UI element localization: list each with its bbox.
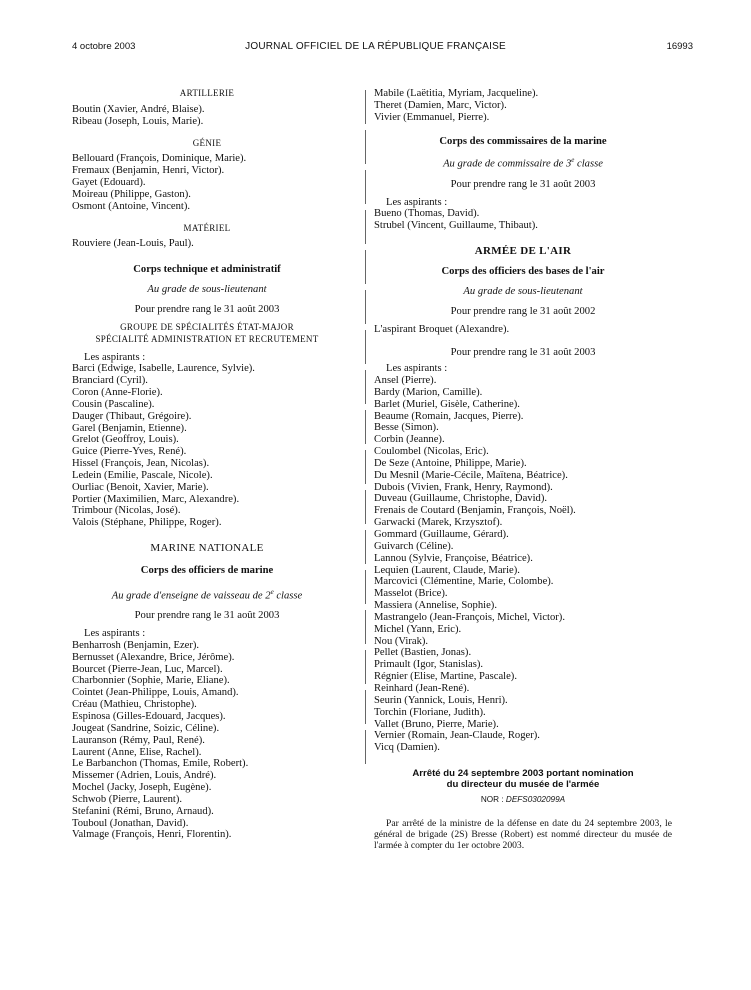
header-date: 4 octobre 2003 (72, 41, 136, 52)
name-entry: Rouviere (Jean-Louis, Paul). (72, 238, 194, 250)
name-entry: Valmage (François, Henri, Florentin). (72, 829, 232, 841)
name-entry: Garel (Benjamin, Etienne). (72, 422, 187, 434)
rang-date-commissaires: Pour prendre rang le 31 août 2003 (450, 178, 596, 190)
name-entry: Ansel (Pierre). (374, 375, 437, 387)
marine-list (72, 640, 342, 841)
rang-date-marine: Pour prendre rang le 31 août 2003 (134, 610, 280, 622)
section-heading-materiel: MATÉRIEL (183, 222, 231, 233)
name-entry: Pellet (Bastien, Jonas). (374, 647, 472, 659)
aspirants-label-air: Les aspirants : (386, 363, 448, 375)
name-entry: Bardy (Marion, Camille). (374, 386, 483, 398)
grade-enseigne: Au grade d'enseigne de vaisseau de 2e classe (111, 587, 303, 602)
name-entry: Charbonnier (Sophie, Marie, Eliane). (72, 675, 230, 687)
name-entry: Massiera (Annelise, Sophie). (374, 600, 497, 612)
name-entry: Masselot (Brice). (374, 588, 448, 600)
name-entry: Ourliac (Benoit, Xavier, Marie). (72, 481, 209, 493)
name-entry: Michel (Yann, Eric). (374, 623, 462, 635)
name-entry: Lauranson (Rémy, Paul, René). (72, 734, 205, 746)
specialite-heading: SPÉCIALITÉ ADMINISTRATION ET RECRUTEMENT (95, 333, 319, 344)
name-entry: Bellouard (François, Dominique, Marie). (72, 153, 247, 165)
rang-date: Pour prendre rang le 31 août 2003 (134, 303, 280, 315)
name-entry: Dubois (Vivien, Frank, Henry, Raymond). (374, 481, 553, 493)
name-entry: Beaume (Romain, Jacques, Pierre). (374, 410, 524, 422)
name-entry: Barlet (Muriel, Gisèle, Catherine). (374, 398, 520, 410)
name-entry: Du Mesnil (Marie-Cécile, Maïtena, Béatrice). (374, 469, 568, 481)
name-entry: Mastrangelo (Jean-François, Michel, Victor). (374, 611, 565, 623)
air-list (374, 375, 672, 754)
artillerie-list (72, 104, 342, 128)
name-entry: Ribeau (Joseph, Louis, Marie). (72, 115, 204, 127)
name-entry: Bernusset (Alexandre, Brice, Jérôme). (72, 651, 235, 663)
corps-bases-air-heading: Corps des officiers des bases de l'air (441, 265, 605, 277)
name-entry: Valois (Stéphane, Philippe, Roger). (72, 517, 222, 529)
nor-label: NOR : (480, 795, 504, 805)
name-entry: Portier (Maximilien, Marc, Alexandre). (72, 493, 240, 505)
name-entry: Cointet (Jean-Philippe, Louis, Amand). (72, 687, 239, 699)
name-entry: Mabile (Laëtitia, Myriam, Jacqueline). (374, 88, 539, 99)
name-entry: Gommard (Guillaume, Gérard). (374, 529, 509, 540)
name-entry: Hissel (François, Jean, Nicolas). (72, 458, 210, 470)
name-entry: Bueno (Thomas, David). (374, 208, 480, 220)
materiel-list (72, 238, 342, 250)
section-heading-artillerie: ARTILLERIE (179, 88, 235, 98)
page-number: 16993 (666, 41, 693, 52)
corps-technique-heading: Corps technique et administratif (133, 264, 281, 276)
name-entry: Primault (Igor, Stanislas). (374, 659, 484, 671)
name-entry: Stefanini (Rémi, Bruno, Arnaud). (72, 805, 214, 817)
name-entry: Laurent (Anne, Elise, Rachel). (72, 746, 202, 758)
name-entry: Guice (Pierre-Yves, René). (72, 446, 187, 458)
name-entry: Ledein (Emilie, Pascale, Nicole). (72, 469, 213, 481)
name-entry: Vallet (Bruno, Pierre, Marie). (374, 718, 499, 730)
name-entry: Vicq (Damien). (374, 742, 440, 754)
marine-nationale-heading: MARINE NATIONALE (150, 542, 264, 555)
groupe-heading: GROUPE DE SPÉCIALITÉS ÉTAT-MAJOR (120, 321, 294, 332)
name-entry: Lequien (Laurent, Claude, Marie). (374, 564, 520, 576)
name-entry: Torchin (Floriane, Judith). (374, 706, 486, 718)
name-entry: Branciard (Cyril). (72, 375, 148, 387)
name-entry: Duveau (Guillaume, Christophe, David). (374, 493, 547, 505)
name-entry: Espinosa (Gilles-Edouard, Jacques). (72, 710, 226, 722)
name-entry: Frenais de Coutard (Benjamin, François, Noël). (374, 505, 576, 517)
name-entry: Reinhard (Jean-René). (374, 682, 470, 694)
name-entry: Nou (Virak). (374, 635, 429, 647)
rang-date-2002: Pour prendre rang le 31 août 2002 (450, 305, 596, 317)
arrete-title-line2: du directeur du musée de l'armée (446, 779, 600, 791)
nor-reference (374, 794, 672, 806)
name-entry: Régnier (Elise, Martine, Pascale). (374, 671, 517, 683)
name-entry: Strubel (Vincent, Guillaume, Thibaut). (374, 220, 538, 232)
name-entry: Osmont (Antoine, Vincent). (72, 200, 191, 212)
journal-title: JOURNAL OFFICIEL DE LA RÉPUBLIQUE FRANÇAISE (245, 41, 506, 52)
aspirants-label-commissaires: Les aspirants : (386, 196, 448, 208)
right-column (374, 88, 672, 851)
column-divider (365, 90, 366, 770)
marine-list-continued (374, 88, 672, 124)
aspirants-label: Les aspirants : (84, 351, 146, 363)
name-entry: Seurin (Yannick, Louis, Henri). (374, 694, 508, 706)
name-entry: Guivarch (Céline). (374, 540, 454, 552)
grade-sous-lieutenant-air: Au grade de sous-lieutenant (463, 285, 583, 297)
name-entry: De Seze (Antoine, Philippe, Marie). (374, 457, 527, 469)
genie-list (72, 153, 342, 212)
name-entry: Trimbour (Nicolas, José). (72, 505, 181, 517)
arrete-body: Par arrêté de la ministre de la défense en date du 24 septembre 2003, le général de brigade (2S) Bresse (Robert) est nommé directeur du musée de l'armée à compter du 1er octobre 2003. (374, 817, 672, 851)
name-entry: Coron (Anne-Florie). (72, 387, 163, 399)
commissaires-list (374, 208, 672, 232)
armee-air-heading: ARMÉE DE L'AIR (474, 245, 572, 258)
name-entry: Vivier (Emmanuel, Pierre). (374, 111, 490, 123)
rang-date-2003: Pour prendre rang le 31 août 2003 (450, 347, 596, 359)
name-entry: Bourcet (Pierre-Jean, Luc, Marcel). (72, 663, 223, 675)
name-entry: Moireau (Philippe, Gaston). (72, 188, 191, 200)
name-entry: Le Barbanchon (Thomas, Emile, Robert). (72, 758, 249, 770)
name-entry: Cousin (Pascaline). (72, 398, 155, 410)
name-entry: Barci (Edwige, Isabelle, Laurence, Sylvie). (72, 363, 255, 375)
name-entry: Mochel (Jacky, Joseph, Eugène). (72, 782, 212, 794)
name-entry: Schwob (Pierre, Laurent). (72, 793, 183, 805)
aspirants-label-marine: Les aspirants : (84, 628, 146, 640)
grade-sous-lieutenant: Au grade de sous-lieutenant (147, 284, 267, 296)
name-entry: Fremaux (Benjamin, Henri, Victor). (72, 165, 225, 177)
technique-list (72, 363, 342, 529)
name-entry: Gayet (Edouard). (72, 177, 146, 189)
name-entry: Marcovici (Clémentine, Marie, Colombe). (374, 576, 554, 588)
name-entry: Dauger (Thibaut, Grégoire). (72, 410, 192, 422)
name-entry: Boutin (Xavier, André, Blaise). (72, 103, 205, 115)
name-entry: Grelot (Geoffroy, Louis). (72, 434, 179, 446)
grade-commissaire: Au grade de commissaire de 3e classe (443, 156, 603, 170)
name-entry: Coulombel (Nicolas, Eric). (374, 446, 489, 458)
name-entry: Corbin (Jeanne). (374, 434, 445, 446)
corps-officiers-marine-heading: Corps des officiers de marine (140, 565, 274, 576)
name-entry: Missemer (Adrien, Louis, André). (72, 770, 217, 782)
name-entry: Theret (Damien, Marc, Victor). (374, 99, 507, 111)
name-entry: Lannou (Sylvie, Françoise, Béatrice). (374, 552, 533, 564)
name-entry: Créau (Mathieu, Christophe). (72, 699, 197, 711)
left-column (72, 88, 342, 841)
arrete-title-line1: Arrêté du 24 septembre 2003 portant nomination (412, 768, 634, 780)
name-entry: Benharrosh (Benjamin, Ezer). (72, 639, 200, 651)
name-entry: Jougeat (Sandrine, Soizic, Céline). (72, 722, 220, 734)
name-entry: Touboul (Jonathan, David). (72, 817, 189, 829)
name-entry: Besse (Simon). (374, 422, 439, 434)
aspirant-broquet: L'aspirant Broquet (Alexandre). (374, 323, 510, 335)
section-heading-genie: GÉNIE (192, 137, 222, 148)
name-entry: Vernier (Romain, Jean-Claude, Roger). (374, 730, 540, 742)
nor-code: DEFS0302099A (505, 795, 566, 805)
name-entry: Garwacki (Marek, Krzysztof). (374, 517, 503, 529)
corps-commissaires-heading: Corps des commissaires de la marine (439, 135, 607, 147)
